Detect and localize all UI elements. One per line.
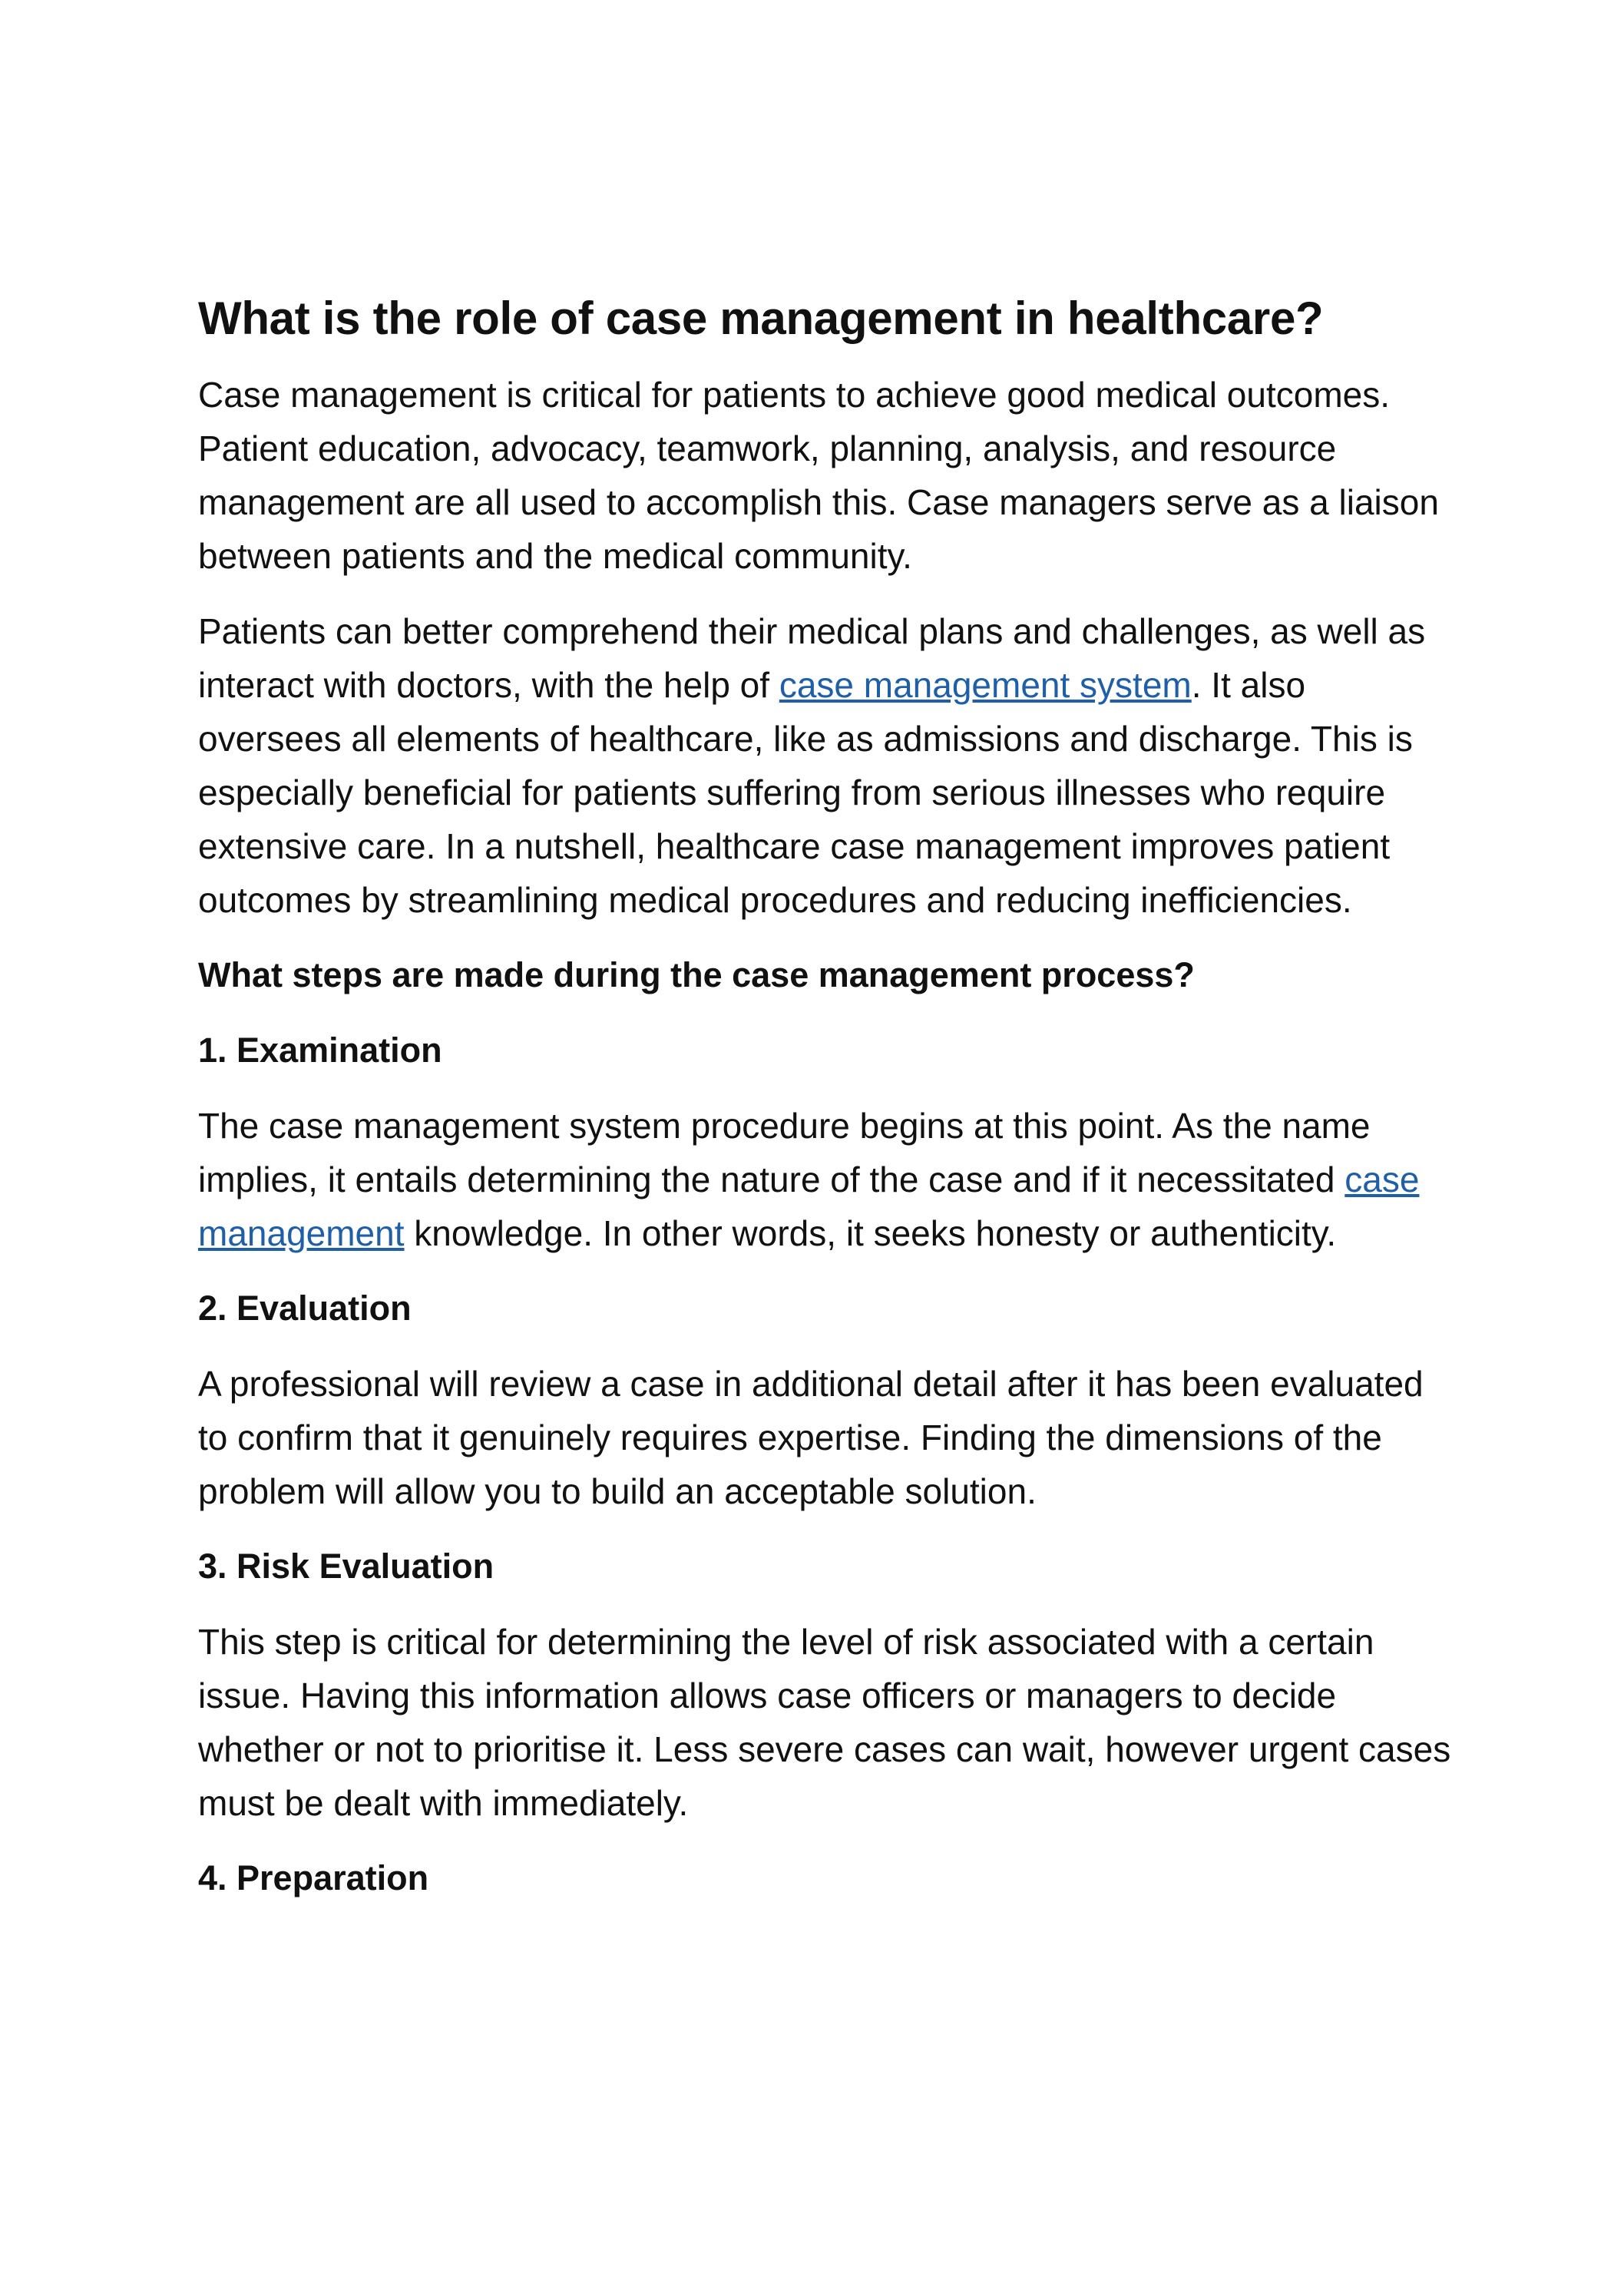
system-paragraph bbox=[198, 604, 1457, 927]
step3-paragraph: This step is critical for determining the level of risk associated with a certain issue. Having this information allows case officers or managers to decide whether or not to prioritise it. Less severe cases can wait, however urgent cases must be dealt with immediately. bbox=[198, 1622, 1451, 1823]
step1-text-before: The case management system procedure begins at this point. As the name implies, it entails determining the nature of the case and if it necessitated bbox=[198, 1106, 1371, 1199]
case-management-system-link[interactable]: case management system bbox=[779, 665, 1192, 705]
case-management-link[interactable]: case management bbox=[198, 1160, 1420, 1253]
system-paragraph-text-after: . It also oversees all elements of healthcare, like as admissions and discharge. This is especially beneficial for patients suffering from serious illnesses who require extensive care. In a nutshell, healthcare case management improves patient outcomes by streamlining medical procedures and reducing inefficiencies. bbox=[198, 665, 1413, 920]
step1-heading: 1. Examination bbox=[198, 1031, 442, 1070]
system-paragraph-text-before: Patients can better comprehend their medical plans and challenges, as well as interact with doctors, with the help of bbox=[198, 611, 1426, 705]
step2-paragraph: A professional will review a case in additional detail after it has been evaluated to confirm that it genuinely requires expertise. Finding the dimensions of the problem will allow you to build an acceptable solution. bbox=[198, 1364, 1424, 1511]
step3-heading: 3. Risk Evaluation bbox=[198, 1547, 494, 1586]
steps-heading: What steps are made during the case management process? bbox=[198, 955, 1195, 994]
document-page bbox=[198, 292, 1457, 1927]
page-title: What is the role of case management in healthcare? bbox=[198, 293, 1324, 344]
step2-heading: 2. Evaluation bbox=[198, 1289, 412, 1328]
step1-text-after: knowledge. In other words, it seeks honesty or authenticity. bbox=[404, 1213, 1337, 1253]
step4-heading: 4. Preparation bbox=[198, 1858, 429, 1897]
intro-paragraph: Case management is critical for patients to achieve good medical outcomes. Patient education, advocacy, teamwork, planning, analysis, and resource management are all used to accomplish this. Case managers serve as a liaison between patients and the medical community. bbox=[198, 375, 1439, 576]
step1-paragraph bbox=[198, 1099, 1457, 1260]
